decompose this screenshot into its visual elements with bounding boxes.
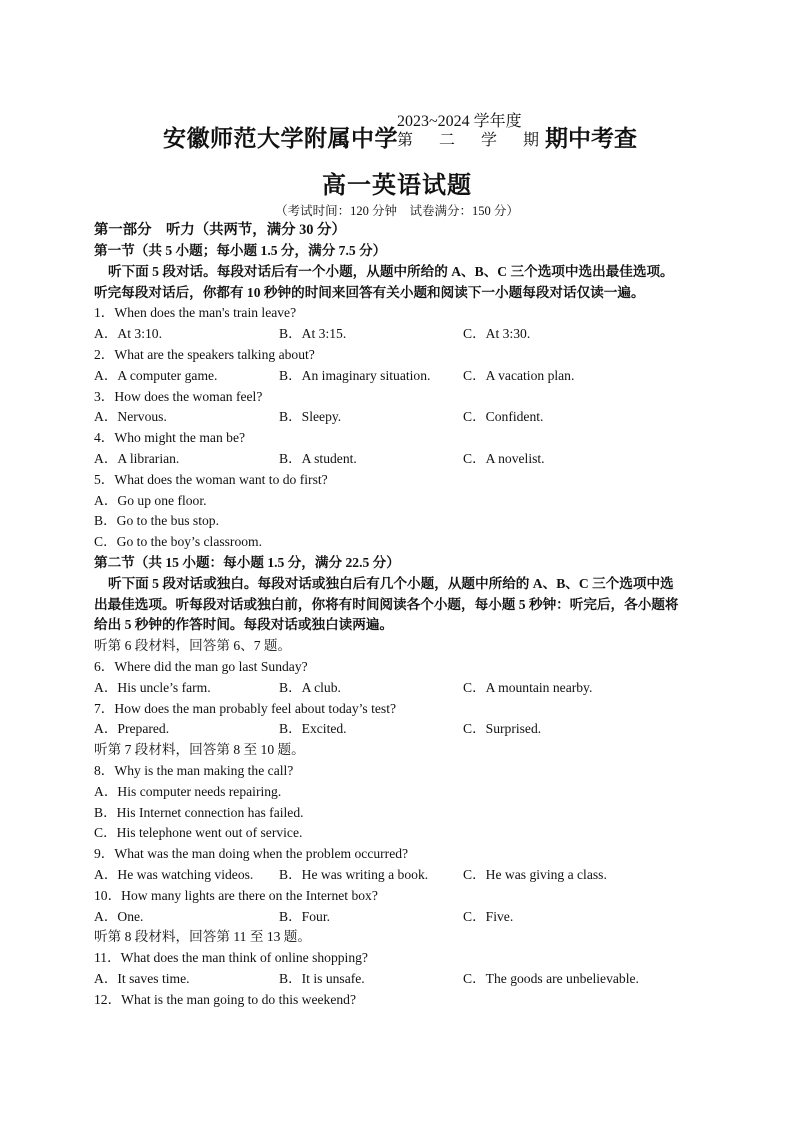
question-4: 4．Who might the man be? <box>94 430 246 446</box>
material-note: 听第 6 段材料，回答第 6、7 题。 <box>94 638 292 654</box>
exam-type: 期中考查 <box>545 126 637 151</box>
question-7: 7．How does the man probably feel about today’s test? <box>94 700 397 716</box>
question-8: 8．Why is the man making the call? <box>94 762 294 778</box>
option-c: C．Surprised. <box>463 721 542 737</box>
option-c: C．The goods are unbelievable. <box>463 970 639 986</box>
options-row <box>94 865 714 886</box>
instruction-text: 出最佳选项。听每段对话或独白前，你将有时间阅读各个小题，每小题 5 秒钟：听完后，各小题将 <box>94 596 679 612</box>
question-11: 11．What does the man think of online shopping? <box>94 950 368 966</box>
option-c: C．A mountain nearby. <box>463 679 593 695</box>
option-c: C．Confident. <box>463 409 544 425</box>
instruction-text: 听下面 5 段对话。每段对话后有一个小题，从题中所给的 A、B、C 三个选项中选出最佳选项。 <box>108 263 674 279</box>
option-a: A．A computer game. <box>94 367 218 383</box>
question-1: 1．When does the man's train leave? <box>94 305 297 321</box>
option-b: B．A student. <box>279 450 357 466</box>
instruction-text: 听下面 5 段对话或独白。每段对话或独白后有几个小题，从题中所给的 A、B、C 三个选项中选 <box>108 575 674 591</box>
exam-info: （考试时间：120 分钟 试卷满分：150 分） <box>275 204 519 218</box>
semester <box>397 131 541 150</box>
option-a: A．His computer needs repairing. <box>94 783 282 799</box>
option-a: A．It saves time. <box>94 970 190 986</box>
options-row <box>94 407 714 428</box>
options-row <box>94 907 714 928</box>
part-title: 第一部分 听力（共两节，满分 30 分） <box>94 222 346 238</box>
option-b: B．His Internet connection has failed. <box>94 804 304 820</box>
school-name: 安徽师范大学附属中学 <box>163 126 398 151</box>
option-b: B．A club. <box>279 679 341 695</box>
material-note: 听第 7 段材料，回答第 8 至 10 题。 <box>94 742 305 758</box>
option-c: C．A vacation plan. <box>463 367 575 383</box>
semester-char: 二 <box>438 132 455 149</box>
material-note: 听第 8 段材料，回答第 11 至 13 题。 <box>94 929 311 945</box>
exam-header <box>0 112 794 156</box>
option-c: C．Go to the boy’s classroom. <box>94 534 263 550</box>
option-b: B．It is unsafe. <box>279 970 365 986</box>
option-b: B．Four. <box>279 908 330 924</box>
option-a: A．One. <box>94 908 144 924</box>
instruction-text: 听完每段对话后，你都有 10 秒钟的时间来回答有关小题和阅读下一小题每段对话仅读一遍。 <box>94 284 645 300</box>
option-a: A．Go up one floor. <box>94 492 207 508</box>
academic-year: 2023~2024 学年度 <box>397 113 522 130</box>
options-row <box>94 366 714 387</box>
option-b: B．Excited. <box>279 721 347 737</box>
section-title: 第一节（共 5 小题；每小题 1.5 分，满分 7.5 分） <box>94 243 387 258</box>
options-row <box>94 678 714 699</box>
exam-content <box>94 219 714 1010</box>
semester-char: 期 <box>522 132 539 149</box>
options-row <box>94 449 714 470</box>
option-c: C．His telephone went out of service. <box>94 825 303 841</box>
academic-year-term <box>397 112 541 150</box>
option-a: A．He was watching videos. <box>94 866 254 882</box>
options-row <box>94 324 714 345</box>
question-3: 3．How does the woman feel? <box>94 388 263 404</box>
question-10: 10．How many lights are there on the Internet box? <box>94 887 378 903</box>
question-2: 2．What are the speakers talking about? <box>94 346 315 362</box>
instruction-text: 给出 5 秒钟的作答时间。每段对话或独白读两遍。 <box>94 617 394 633</box>
options-row <box>94 719 714 740</box>
section-title: 第二节（共 15 小题：每小题 1.5 分，满分 22.5 分） <box>94 554 400 570</box>
option-b: B．Sleepy. <box>279 409 342 425</box>
option-b: B．Go to the bus stop. <box>94 513 219 529</box>
option-a: A．Nervous. <box>94 409 167 425</box>
question-12: 12．What is the man going to do this weekend? <box>94 991 357 1007</box>
page-title: 高一英语试题 <box>322 173 472 199</box>
question-9: 9．What was the man doing when the problem occurred? <box>94 846 409 862</box>
option-a: A．Prepared. <box>94 721 170 737</box>
option-a: A．His uncle’s farm. <box>94 679 211 695</box>
option-b: B．An imaginary situation. <box>279 367 431 383</box>
option-a: A．A librarian. <box>94 450 180 466</box>
option-c: C．At 3:30. <box>463 326 531 342</box>
question-6: 6．Where did the man go last Sunday? <box>94 658 308 674</box>
option-b: B．At 3:15. <box>279 326 347 342</box>
semester-char: 第 <box>397 132 414 149</box>
options-row <box>94 969 714 990</box>
option-c: C．A novelist. <box>463 450 545 466</box>
option-c: C．Five. <box>463 908 514 924</box>
question-5: 5．What does the woman want to do first? <box>94 471 328 487</box>
option-b: B．He was writing a book. <box>279 866 429 882</box>
option-c: C．He was giving a class. <box>463 866 607 882</box>
semester-char: 学 <box>480 132 497 149</box>
option-a: A．At 3:10. <box>94 326 162 342</box>
